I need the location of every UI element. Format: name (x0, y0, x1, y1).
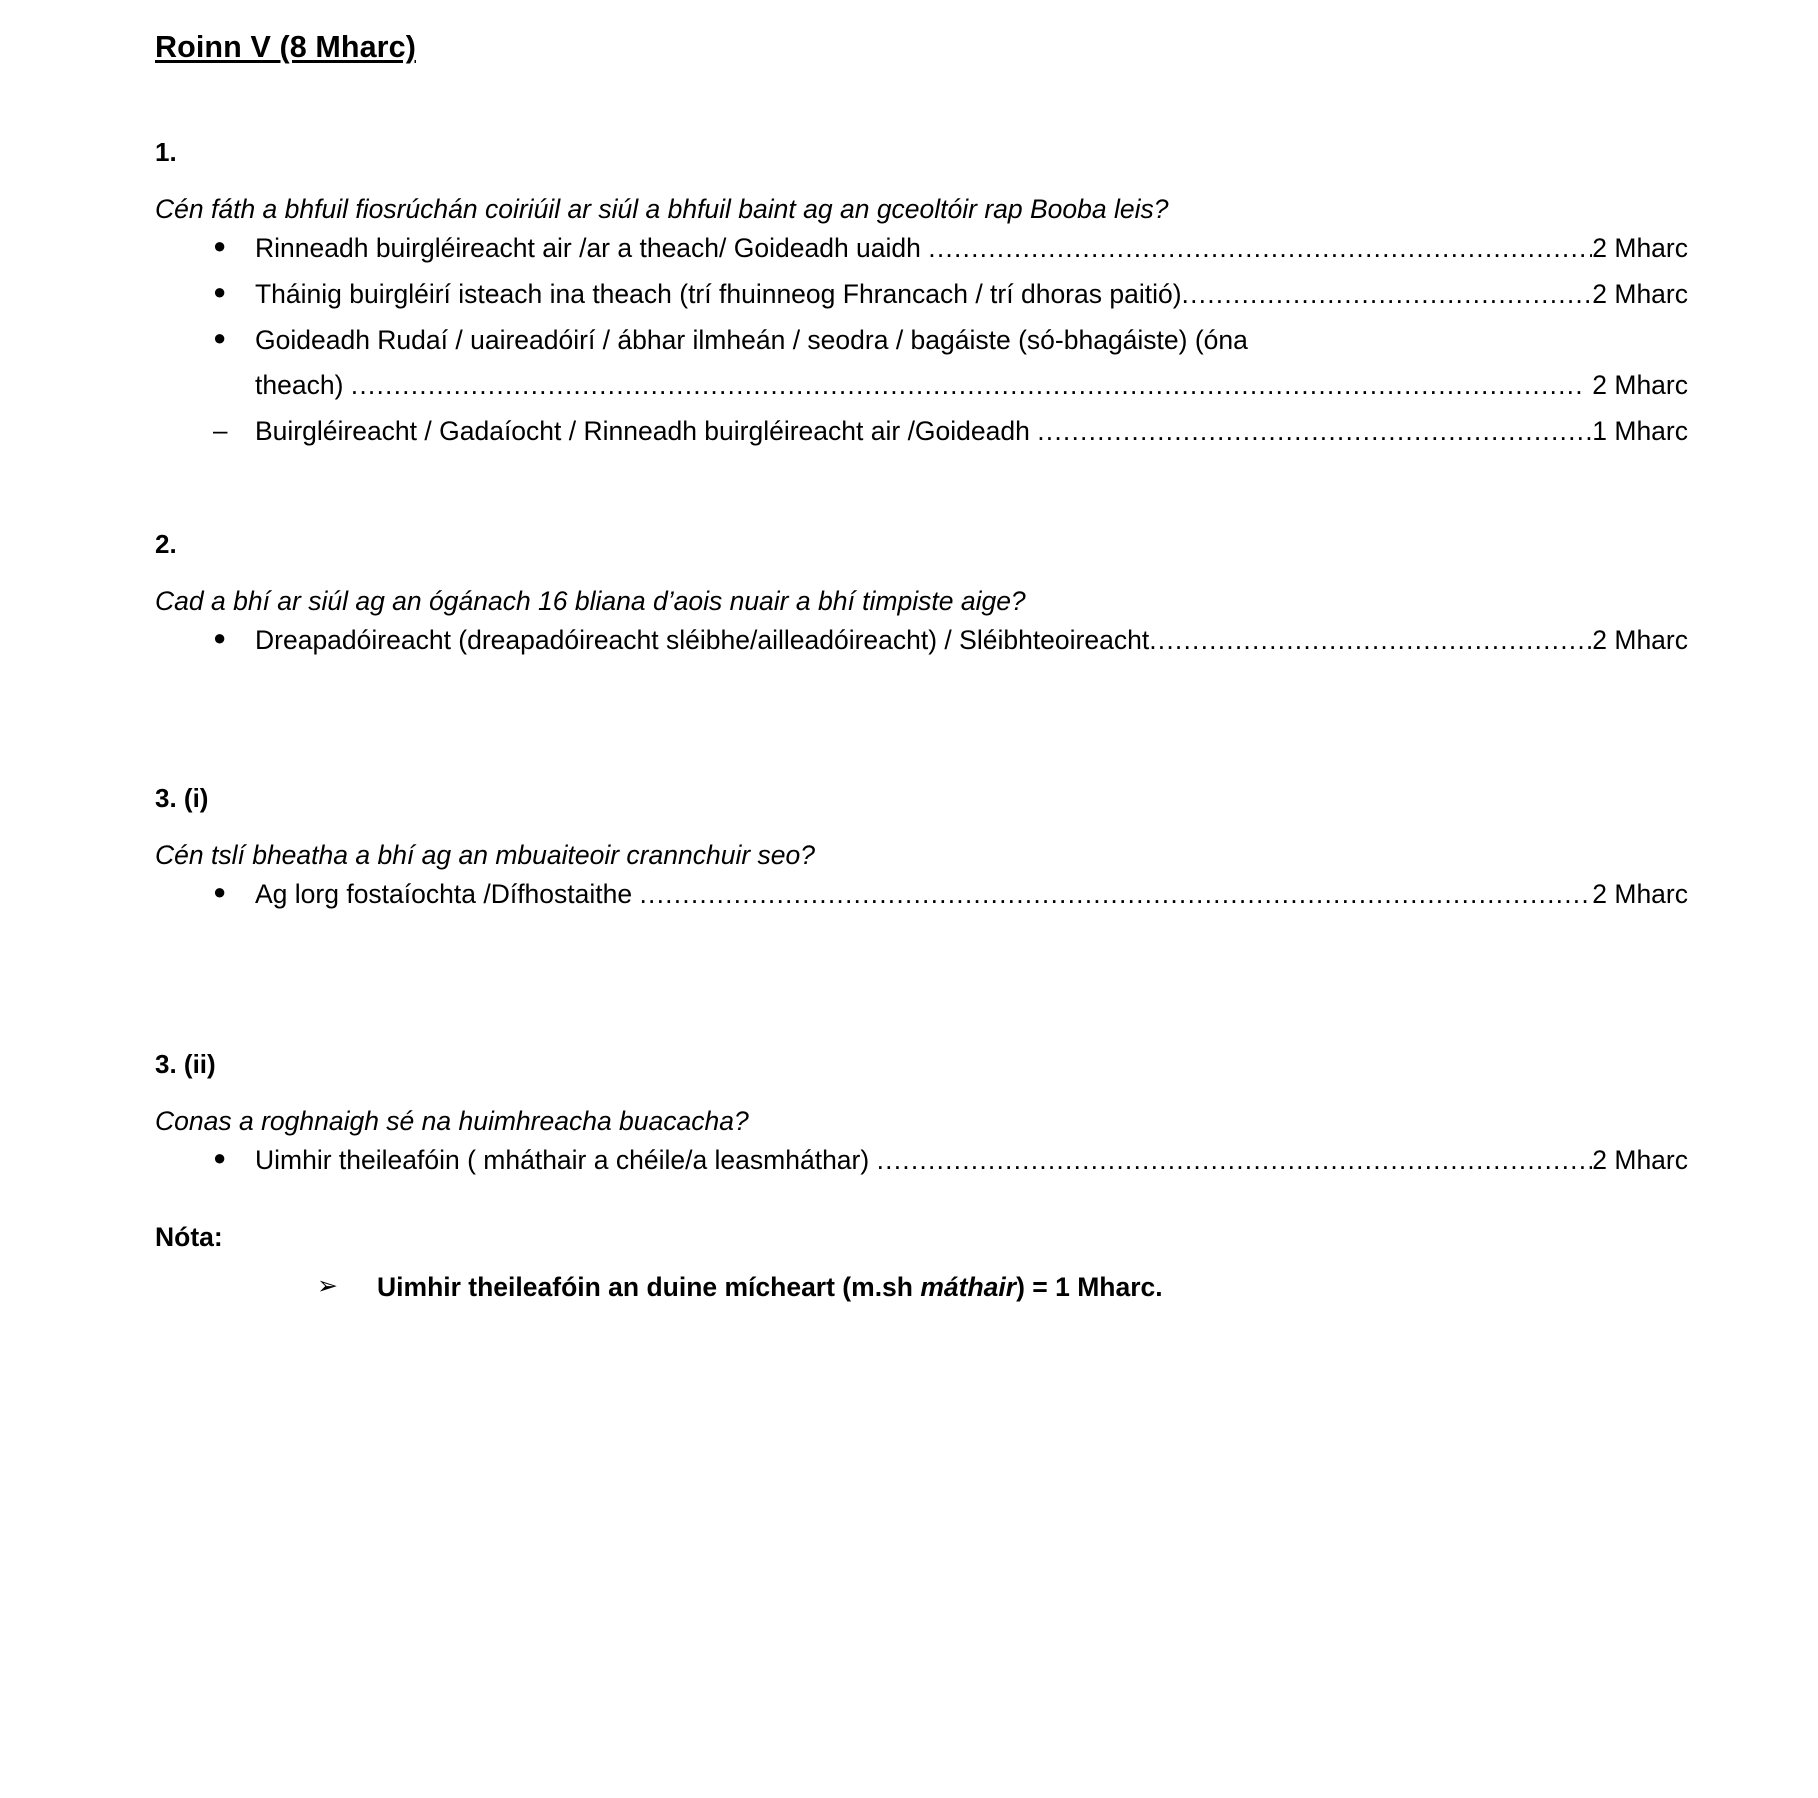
dot-leader (877, 1138, 1593, 1184)
note-block (155, 1220, 1688, 1308)
marks-value: 2 Mharc (1584, 370, 1688, 401)
note-item (155, 1268, 1688, 1308)
dot-leader (1037, 409, 1592, 455)
dot-leader (1149, 618, 1592, 664)
answer-text: Ag lorg fostaíochta /Dífhostaithe (255, 879, 640, 910)
question-prompt: Cén fáth a bhfuil fiosrúchán coiriúil ar siúl a bhfuil baint ag an gceoltóir rap Booba leis? (155, 193, 1169, 224)
question-number: 1. (155, 137, 177, 168)
marks-value: 2 Mharc (1592, 233, 1688, 264)
bullet-icon: ● (213, 278, 227, 304)
answer-text: Buirgléireacht / Gadaíocht / Rinneadh buirgléireacht air /Goideadh (255, 415, 1038, 446)
dash-icon: – (213, 414, 228, 445)
answer-item (155, 872, 1688, 918)
question-number: 3. (ii) (155, 1048, 216, 1079)
answer-text: Goideadh Rudaí / uaireadóirí / ábhar ilmheán / seodra / bagáiste (só-bhagáiste) (óna (255, 324, 1248, 355)
question-number: 3. (i) (155, 783, 209, 814)
question-block-3i (155, 782, 1688, 918)
dot-leader (351, 363, 1585, 409)
bullet-icon: ● (213, 879, 227, 905)
answer-text: Tháinig buirgléirí isteach ina theach (trí fhuinneog Fhrancach / trí dhoras paitió) (255, 278, 1182, 309)
marks-value: 2 Mharc (1592, 879, 1688, 910)
arrow-bullet-icon: ➢ (317, 1272, 338, 1301)
answer-text: Dreapadóireacht (dreapadóireacht sléibhe/ailleadóireacht) / Sléibhteoireacht (255, 625, 1150, 656)
note-item-prefix: Uimhir theileafóin an duine mícheart (m.sh (377, 1272, 921, 1303)
answer-list (155, 1138, 1688, 1184)
answer-item (155, 618, 1688, 664)
bullet-icon: ● (213, 324, 227, 350)
answer-item (155, 272, 1688, 318)
answer-list (155, 872, 1688, 918)
marks-value: 2 Mharc (1592, 1145, 1688, 1176)
question-block-2 (155, 528, 1688, 664)
answer-text: Uimhir theileafóin ( mháthair a chéile/a leasmháthar) (255, 1145, 877, 1176)
answer-text-continued: theach) (255, 370, 351, 401)
answer-item (155, 1138, 1688, 1184)
bullet-icon: ● (213, 233, 227, 259)
question-prompt: Cad a bhí ar siúl ag an ógánach 16 bliana d’aois nuair a bhí timpiste aige? (155, 586, 1026, 617)
question-prompt: Conas a roghnaigh sé na huimhreacha buacacha? (155, 1105, 749, 1136)
answer-item-continuation (155, 363, 1688, 409)
answer-list (155, 618, 1688, 664)
bullet-icon: ● (213, 625, 227, 651)
answer-item (155, 226, 1688, 272)
question-number: 2. (155, 529, 177, 560)
answer-text: Rinneadh buirgléireacht air /ar a theach/ Goideadh uaidh (255, 233, 929, 264)
question-block-1 (155, 136, 1688, 454)
question-prompt: Cén tslí bheatha a bhí ag an mbuaiteoir crannchuir seo? (155, 839, 815, 870)
note-item-suffix: ) = 1 Mharc. (1016, 1272, 1163, 1303)
marks-value: 2 Mharc (1592, 278, 1688, 309)
note-label: Nóta: (155, 1221, 223, 1252)
dot-leader (639, 872, 1592, 918)
marks-value: 1 Mharc (1592, 415, 1688, 446)
answer-list (155, 226, 1688, 454)
dot-leader (1182, 272, 1593, 318)
question-block-3ii (155, 1048, 1688, 1184)
dot-leader (928, 226, 1592, 272)
answer-item (155, 318, 1688, 364)
marks-value: 2 Mharc (1592, 625, 1688, 656)
page-title: Roinn V (8 Mharc) (155, 30, 416, 64)
note-item-italic: máthair (920, 1272, 1017, 1303)
bullet-icon: ● (213, 1145, 227, 1171)
answer-item (155, 409, 1688, 455)
